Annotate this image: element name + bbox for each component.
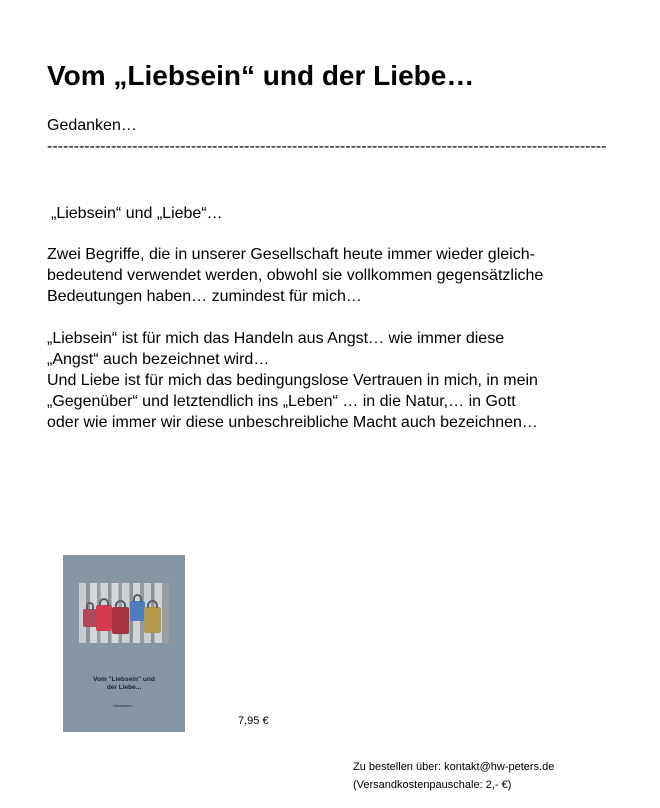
paragraph-2-line: oder wie immer wir diese unbeschreibliche Macht auch bezeichnen…	[47, 414, 538, 431]
padlock-icon	[144, 607, 161, 633]
padlock-icon	[83, 609, 97, 627]
padlock-icon	[96, 605, 112, 631]
paragraph-2	[47, 328, 627, 433]
paragraph-1	[47, 244, 627, 307]
paragraph-1-line: Zwei Begriffe, die in unserer Gesellschaft heute immer wieder gleich-	[47, 246, 535, 263]
book-cover	[63, 555, 185, 732]
shipping-note: (Versandkostenpauschale: 2,- €)	[353, 779, 512, 791]
dashed-divider: ---------------------------------------------------------------------------------------------------------	[47, 138, 607, 155]
paragraph-2-line: „Angst“ auch bezeichnet wird…	[47, 351, 270, 368]
padlocks-photo	[79, 583, 169, 643]
document-subtitle: Gedanken…	[47, 117, 137, 134]
book-cover-title-line: der Liebe...	[106, 684, 142, 691]
document-title: Vom „Liebsein“ und der Liebe…	[47, 60, 475, 91]
order-contact: Zu bestellen über: kontakt@hw-peters.de	[353, 761, 555, 773]
lead-line	[47, 203, 631, 224]
book-cover-title	[67, 676, 181, 692]
paragraph-1-line: Bedeutungen haben… zumindest für mich…	[47, 288, 362, 305]
padlock-icon	[130, 601, 145, 621]
book-price: 7,95 €	[238, 715, 269, 727]
book-cover-subtitle: Gedanken...	[113, 703, 135, 708]
lead-text: „Liebsein“ und „Liebe“…	[51, 205, 223, 222]
paragraph-2-line: „Liebsein“ ist für mich das Handeln aus Angst… wie immer diese	[47, 330, 505, 347]
paragraph-2-line: „Gegenüber“ und letztendlich ins „Leben“ … in die Natur,… in Gott	[47, 393, 516, 410]
paragraph-1-line: bedeutend verwendet werden, obwohl sie vollkommen gegensätzliche	[47, 267, 544, 284]
book-cover-title-line: Vom "Liebsein" und	[93, 676, 155, 683]
padlock-icon	[112, 607, 129, 634]
paragraph-2-line: Und Liebe ist für mich das bedingungslose Vertrauen in mich, in mein	[47, 372, 538, 389]
